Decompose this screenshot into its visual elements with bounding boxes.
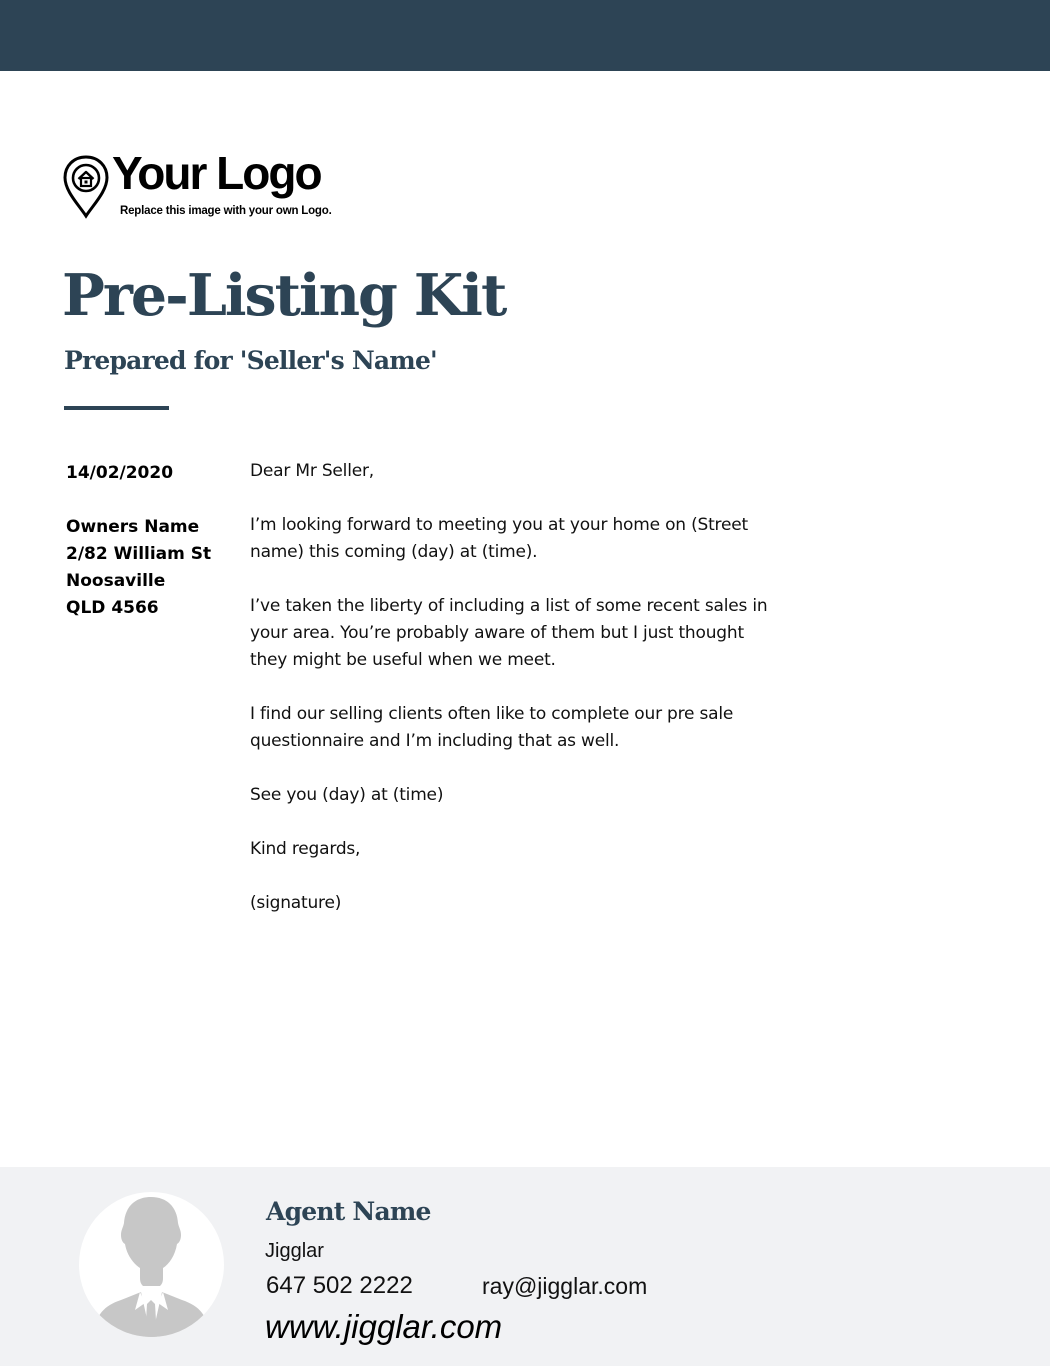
letter-closing: Kind regards, <box>250 839 361 859</box>
page-subtitle: Prepared for 'Seller's Name' <box>64 346 437 375</box>
address-line: Noosaville <box>66 571 166 591</box>
address-line: 2/82 William St <box>66 544 212 564</box>
agent-name: Agent Name <box>266 1197 431 1226</box>
logo-subtitle: Replace this image with your own Logo. <box>120 205 332 217</box>
title-divider <box>64 406 169 410</box>
person-silhouette-icon <box>79 1192 224 1337</box>
agent-website: www.jigglar.com <box>265 1308 503 1345</box>
letter-date: 14/02/2020 <box>66 463 174 483</box>
address-line: QLD 4566 <box>66 598 159 618</box>
page-title: Pre-Listing Kit <box>62 262 506 329</box>
recipient-address <box>66 514 236 622</box>
recipient-block <box>66 460 236 622</box>
letter-paragraph: I find our selling clients often like to complete our pre sale questionnaire and I’m including that as well. <box>250 704 734 751</box>
letter-signature: (signature) <box>250 893 342 913</box>
logo <box>62 147 362 224</box>
letter-salutation: Dear Mr Seller, <box>250 461 374 481</box>
agent-footer <box>0 1167 1050 1366</box>
letter-paragraph: See you (day) at (time) <box>250 785 444 805</box>
address-line: Owners Name <box>66 517 200 537</box>
letter-body <box>250 458 780 944</box>
header-bar <box>0 0 1050 71</box>
agent-company: Jigglar <box>265 1240 324 1262</box>
letter-paragraph: I’m looking forward to meeting you at your home on (Street name) this coming (day) at (time). <box>250 515 748 562</box>
avatar <box>79 1192 224 1337</box>
agent-email: ray@jigglar.com <box>482 1273 648 1299</box>
agent-phone: 647 502 2222 <box>266 1272 413 1299</box>
letter-paragraph: I’ve taken the liberty of including a list of some recent sales in your area. You’re probably aware of them but I just thought they might be useful when we meet. <box>250 596 768 670</box>
house-pin-icon <box>62 154 110 220</box>
logo-title: Your Logo <box>112 147 321 199</box>
